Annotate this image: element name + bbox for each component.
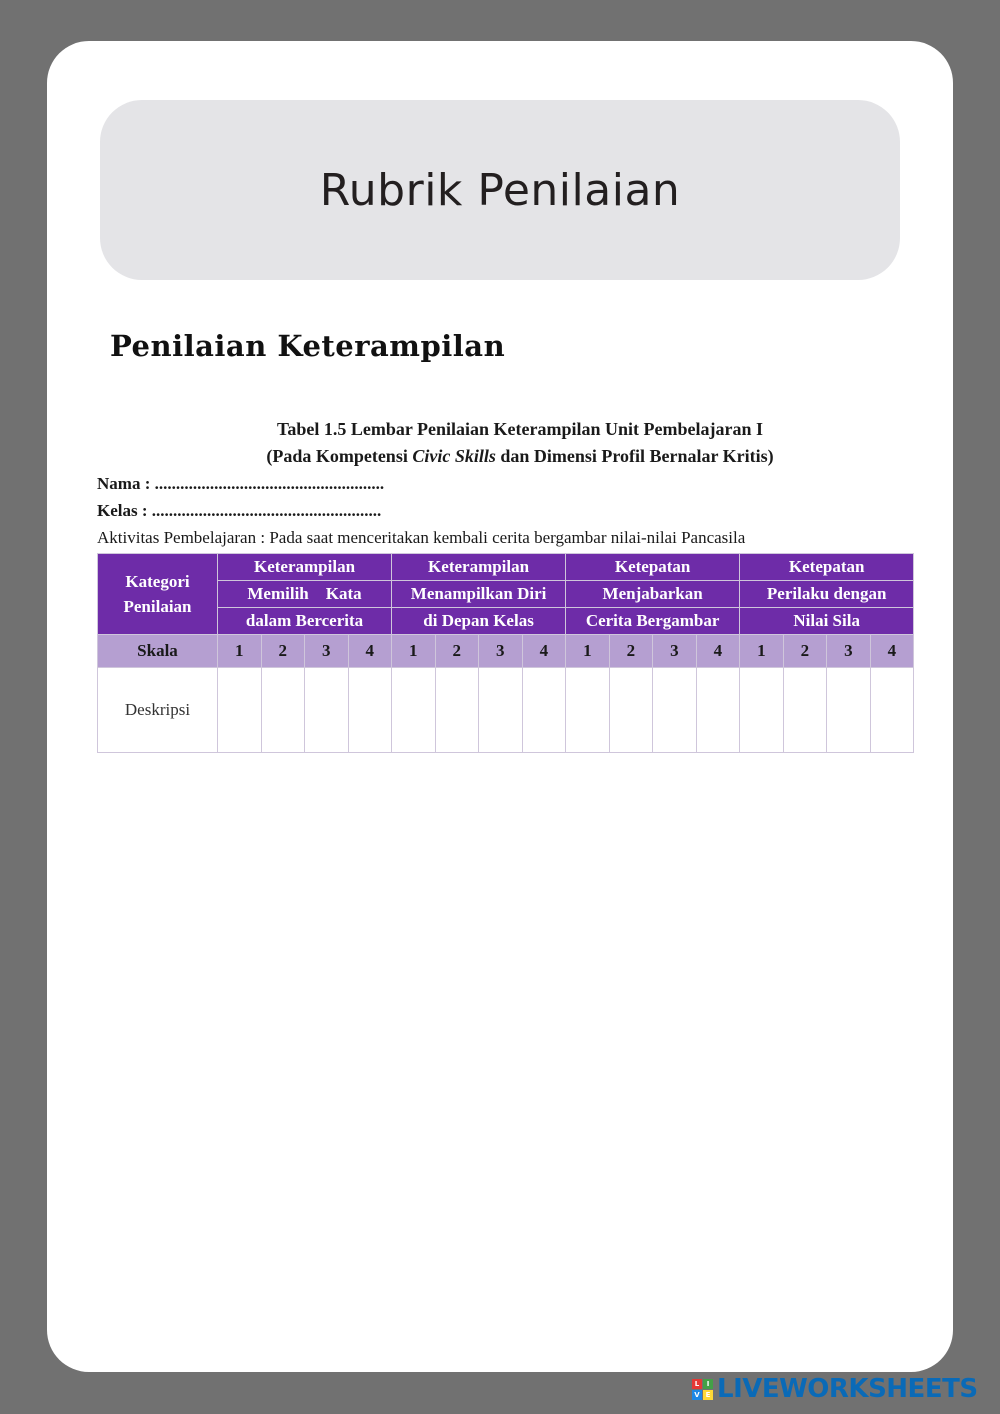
description-cell <box>435 668 479 753</box>
class-field: Kelas : ...................................................... <box>97 501 382 520</box>
rubric-table <box>97 553 914 753</box>
description-cell <box>305 668 349 753</box>
scale-cell: 1 <box>392 635 436 668</box>
caption-line-1: Tabel 1.5 Lembar Penilaian Keterampilan Unit Pembelajaran I <box>277 419 763 439</box>
scale-cell: 2 <box>609 635 653 668</box>
scale-cell: 3 <box>827 635 871 668</box>
description-cell <box>783 668 827 753</box>
criterion-4-line-2: Perilaku dengan <box>740 581 914 608</box>
scale-cell: 1 <box>566 635 610 668</box>
scale-cell: 3 <box>305 635 349 668</box>
scale-label: Skala <box>98 635 218 668</box>
scale-cell: 1 <box>218 635 262 668</box>
criterion-4-line-1: Ketepatan <box>740 554 914 581</box>
description-label: Deskripsi <box>98 668 218 753</box>
category-header: Kategori Penilaian <box>98 554 218 635</box>
description-cell <box>522 668 566 753</box>
scale-cell: 4 <box>870 635 914 668</box>
description-cell <box>696 668 740 753</box>
criterion-2-line-1: Keterampilan <box>392 554 566 581</box>
description-cell <box>348 668 392 753</box>
description-cell <box>479 668 523 753</box>
liveworksheets-logo[interactable] <box>692 1374 978 1404</box>
criterion-1-line-2: Memilih Kata <box>218 581 392 608</box>
criterion-1-line-1: Keterampilan <box>218 554 392 581</box>
scale-cell: 2 <box>261 635 305 668</box>
description-row <box>98 668 914 753</box>
scale-cell: 3 <box>653 635 697 668</box>
rubric-document <box>97 416 913 753</box>
scale-cell: 4 <box>522 635 566 668</box>
title-banner <box>100 100 900 280</box>
name-field: Nama : ...................................................... <box>97 474 385 493</box>
criterion-3-line-3: Cerita Bergambar <box>566 608 740 635</box>
worksheet-page <box>47 41 953 1372</box>
section-heading: Penilaian Keterampilan <box>110 329 506 363</box>
description-cell <box>870 668 914 753</box>
description-cell <box>653 668 697 753</box>
criterion-1-line-3: dalam Bercerita <box>218 608 392 635</box>
activity-text: Aktivitas Pembelajaran : Pada saat menceritakan kembali cerita bergambar nilai-nilai Pancasila <box>97 528 746 547</box>
page-title: Rubrik Penilaian <box>319 164 681 216</box>
criterion-2-line-2: Menampilkan Diri <box>392 581 566 608</box>
scale-cell: 3 <box>479 635 523 668</box>
brand-name: LIVEWORKSHEETS <box>717 1374 978 1404</box>
scale-cell: 1 <box>740 635 784 668</box>
header-row-3 <box>98 608 914 635</box>
description-cell <box>218 668 262 753</box>
criterion-2-line-3: di Depan Kelas <box>392 608 566 635</box>
description-cell <box>261 668 305 753</box>
scale-cell: 4 <box>696 635 740 668</box>
description-cell <box>740 668 784 753</box>
caption-line-2: (Pada Kompetensi Civic Skills dan Dimensi Profil Bernalar Kritis) <box>266 446 774 466</box>
criterion-4-line-3: Nilai Sila <box>740 608 914 635</box>
criterion-3-line-2: Menjabarkan <box>566 581 740 608</box>
logo-icon: L I V E <box>692 1379 713 1400</box>
table-caption <box>127 416 913 470</box>
header-row-1 <box>98 554 914 581</box>
scale-cell: 4 <box>348 635 392 668</box>
description-cell <box>392 668 436 753</box>
criterion-3-line-1: Ketepatan <box>566 554 740 581</box>
description-cell <box>566 668 610 753</box>
description-cell <box>609 668 653 753</box>
scale-cell: 2 <box>435 635 479 668</box>
scale-cell: 2 <box>783 635 827 668</box>
description-cell <box>827 668 871 753</box>
header-row-2 <box>98 581 914 608</box>
scale-row <box>98 635 914 668</box>
